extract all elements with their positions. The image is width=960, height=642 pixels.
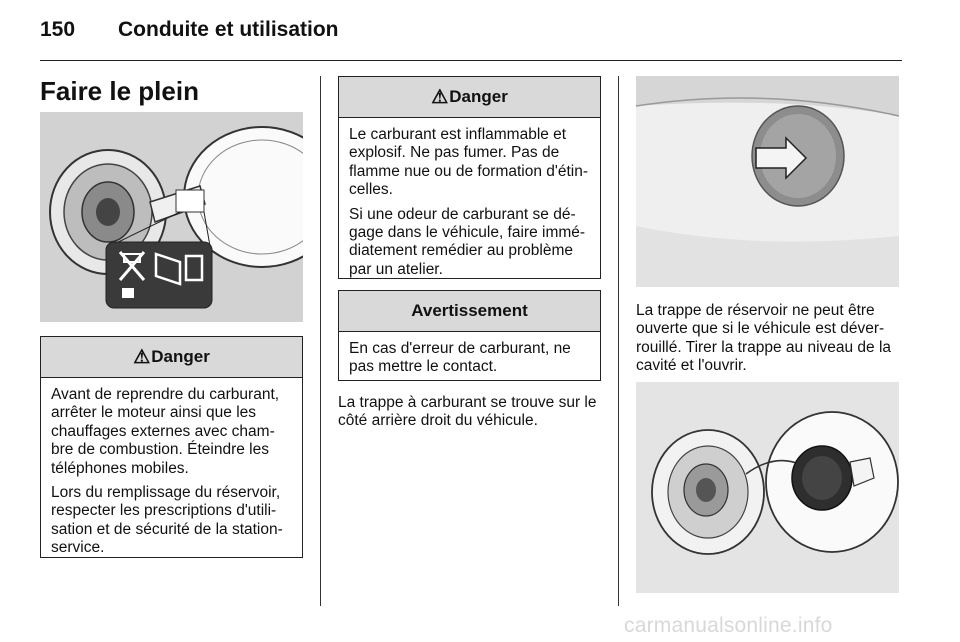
- fuel-flap-location-text: [338, 394, 608, 431]
- text-line: flamme nue ou de formation d'étin-: [349, 162, 589, 180]
- text-line: diatement remédier au problème: [349, 242, 574, 260]
- text-line: bre de combustion. Éteindre les: [51, 441, 269, 459]
- danger-box-title: Danger: [151, 347, 210, 366]
- text-line: ouverte que si le véhicule est déver-: [636, 320, 885, 338]
- fuel-filler-flap-illustration: [40, 112, 303, 322]
- text-line: La trappe de réservoir ne peut être: [636, 302, 875, 319]
- column-divider-2: [618, 76, 619, 606]
- danger-paragraph: [349, 206, 590, 280]
- danger-box-title: Danger: [449, 87, 508, 106]
- danger-box-flammable: [338, 76, 601, 279]
- danger-paragraph: [51, 484, 292, 558]
- danger-box-header: [41, 337, 302, 378]
- text-line: En cas d'erreur de carburant, ne: [349, 340, 571, 357]
- text-line: arrêter le moteur ainsi que les: [51, 404, 257, 422]
- text-line: côté arrière droit du véhicule.: [338, 412, 538, 430]
- text-line: Lors du remplissage du réservoir,: [51, 484, 281, 502]
- fuel-flap-closed-illustration: [636, 76, 899, 287]
- danger-paragraph: [349, 126, 590, 200]
- column-divider-1: [320, 76, 321, 606]
- text-line: explosif. Ne pas fumer. Pas de: [349, 144, 560, 162]
- warning-triangle-icon: ⚠: [133, 346, 151, 368]
- warning-box-fuel-error: [338, 290, 601, 381]
- section-title: Faire le plein: [40, 76, 199, 106]
- fuel-flap-opening-text: [636, 302, 906, 376]
- warning-box-header: [339, 291, 600, 332]
- text-line: gage dans le véhicule, faire immé-: [349, 224, 586, 242]
- warning-triangle-icon: ⚠: [431, 86, 449, 108]
- text-line: téléphones mobiles.: [51, 459, 189, 477]
- warning-box-body: [339, 332, 600, 383]
- danger-box-body: [41, 378, 302, 570]
- text-line: pas mettre le contact.: [349, 358, 498, 376]
- chapter-title: Conduite et utilisation: [118, 18, 339, 41]
- text-line: La trappe à carburant se trouve sur le: [338, 394, 597, 411]
- danger-box-header: [339, 77, 600, 118]
- text-line: respecter les prescriptions d'utili-: [51, 502, 277, 520]
- text-line: cavité et l'ouvrir.: [636, 357, 747, 375]
- text-line: par un atelier.: [349, 260, 443, 278]
- text-line: chauffages externes avec cham-: [51, 422, 275, 440]
- text-line: rouillé. Tirer la trappe au niveau de la: [636, 338, 892, 356]
- warning-box-title: Avertissement: [411, 301, 528, 320]
- watermark-text: carmanualsonline.info: [624, 614, 833, 637]
- fuel-cap-open-illustration: [636, 382, 899, 593]
- text-line: service.: [51, 539, 105, 557]
- page-number: 150: [40, 18, 76, 41]
- text-line: Si une odeur de carburant se dé-: [349, 205, 576, 223]
- header-rule: [40, 60, 902, 61]
- danger-paragraph: [51, 386, 292, 478]
- text-line: sation et de sécurité de la station-: [51, 520, 283, 538]
- danger-box-ignition: [40, 336, 303, 558]
- text-line: celles.: [349, 181, 393, 199]
- text-line: Avant de reprendre du carburant,: [51, 386, 280, 403]
- text-line: Le carburant est inflammable et: [349, 126, 567, 143]
- danger-box-body: [339, 118, 600, 291]
